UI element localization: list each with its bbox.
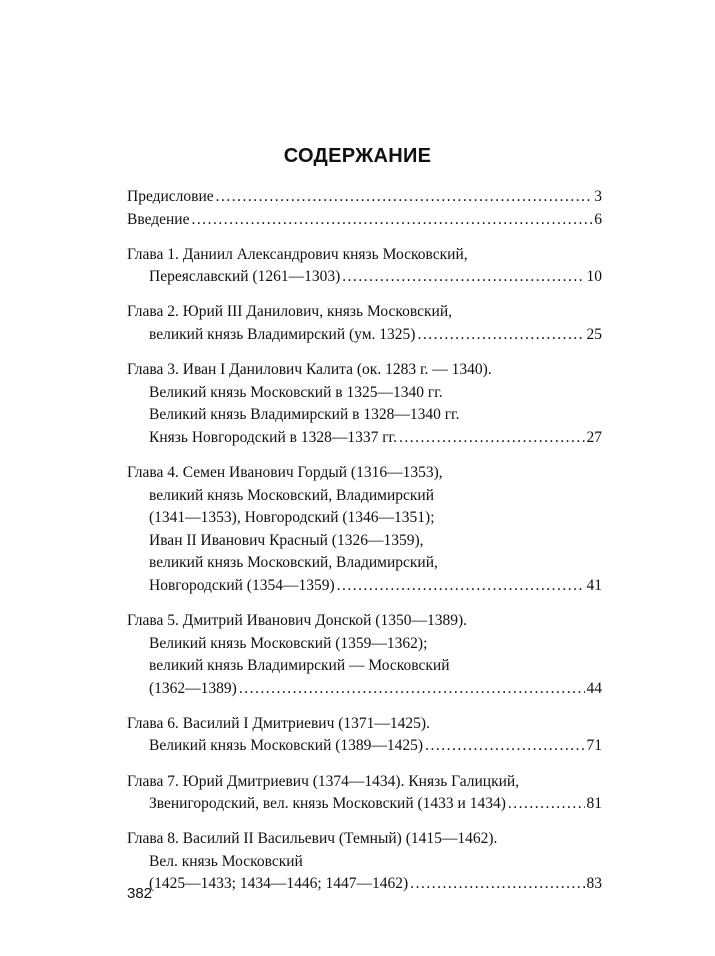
toc-entry-page: 41 (586, 576, 602, 594)
toc-entry-page: 81 (586, 795, 602, 813)
toc-entry-line: Глава 3. Иван I Данилович Калита (ок. 1283 г. — 1340). (127, 361, 492, 379)
toc-entry-text: Введение (127, 210, 190, 228)
dot-leader (239, 678, 585, 701)
toc-entry-text: Предисловие (127, 188, 214, 205)
toc-entry-text: (1362—1389) (149, 679, 237, 697)
toc-entry-last-line (127, 575, 602, 598)
toc-entry (127, 610, 602, 700)
toc-entry-last-line (127, 324, 602, 347)
toc-entry-page: 3 (594, 188, 602, 205)
toc-entry (127, 186, 602, 209)
toc-entry (127, 713, 602, 758)
toc-entry-line: Великий князь Московский (1359—1362); (149, 634, 428, 652)
toc-entry-last-line (127, 678, 602, 701)
toc-entry-line: Вел. князь Московский (149, 852, 303, 870)
toc-entry-line: Великий князь Владимирский в 1328—1340 гг. (149, 406, 460, 424)
toc-entry (127, 359, 602, 449)
toc-entry-page: 44 (586, 679, 602, 697)
toc-entry-text: Новгородский (1354—1359) (149, 576, 335, 594)
dot-leader (508, 793, 585, 816)
page-number: 382 (127, 885, 153, 902)
toc-entry-page: 71 (586, 737, 602, 755)
toc-entry-last-line (127, 427, 602, 450)
toc-entry-last-line (127, 735, 602, 758)
toc-entry-line: Глава 7. Юрий Дмитриевич (1374—1434). Князь Галицкий, (127, 772, 520, 790)
toc-entry-last-line (127, 209, 602, 232)
table-of-contents (127, 186, 602, 896)
dot-leader (337, 575, 585, 598)
dot-leader (216, 186, 593, 209)
dot-leader (410, 873, 584, 896)
toc-entry-text: (1425—1433; 1434—1446; 1447—1462) (149, 875, 409, 893)
dot-leader (417, 324, 584, 347)
dot-leader (191, 209, 592, 232)
toc-entry-line: Глава 5. Дмитрий Иванович Донской (1350—1389). (127, 612, 468, 629)
toc-entry (127, 828, 602, 896)
toc-entry (127, 209, 602, 232)
toc-entry-text: Князь Новгородский в 1328—1337 гг. (149, 428, 398, 446)
toc-entry-line: великий князь Московский, Владимирский, (149, 554, 438, 572)
toc-entry (127, 462, 602, 598)
toc-entry-text: Переяславский (1261—1303) (149, 268, 341, 286)
toc-entry-line: великий князь Владимирский — Московский (149, 657, 450, 675)
toc-entry-line: Иван II Иванович Красный (1326—1359), (149, 531, 424, 549)
toc-entry-line: Глава 6. Василий I Дмитриевич (1371—1425). (127, 714, 430, 732)
toc-entry (127, 244, 602, 289)
dot-leader (342, 266, 584, 289)
toc-entry-line: Глава 1. Даниил Александрович князь Московский, (127, 245, 468, 263)
toc-entry-line: Глава 4. Семен Иванович Гордый (1316—1353), (127, 463, 443, 481)
toc-entry-last-line (127, 266, 602, 289)
toc-entry-text: Звенигородский, вел. князь Московский (1433 и 1434) (149, 795, 506, 813)
toc-entry-line: Глава 2. Юрий III Данилович, князь Московский, (127, 303, 453, 321)
toc-entry-text: великий князь Владимирский (ум. 1325) (149, 325, 416, 343)
toc-entry-page: 83 (586, 875, 602, 893)
toc-entry-page: 27 (586, 428, 602, 446)
toc-entry-page: 6 (594, 210, 602, 228)
toc-entry-line: Великий князь Московский в 1325—1340 гг. (149, 383, 443, 401)
toc-entry-page: 10 (586, 268, 602, 286)
dot-leader (399, 427, 584, 450)
toc-entry (127, 301, 602, 346)
toc-entry-last-line (127, 793, 602, 816)
toc-entry-line: (1341—1353), Новгородский (1346—1351); (149, 509, 435, 527)
page-title: СОДЕРЖАНИЕ (283, 145, 432, 167)
toc-entry-last-line (127, 873, 602, 896)
toc-entry-text: Великий князь Московский (1389—1425) (149, 737, 424, 755)
toc-entry-last-line (127, 186, 602, 209)
toc-entry (127, 771, 602, 816)
dot-leader (425, 735, 584, 758)
toc-entry-page: 25 (586, 325, 602, 343)
toc-entry-line: Глава 8. Василий II Васильевич (Темный) (1415—1462). (127, 830, 498, 848)
toc-entry-line: великий князь Московский, Владимирский (149, 486, 435, 504)
